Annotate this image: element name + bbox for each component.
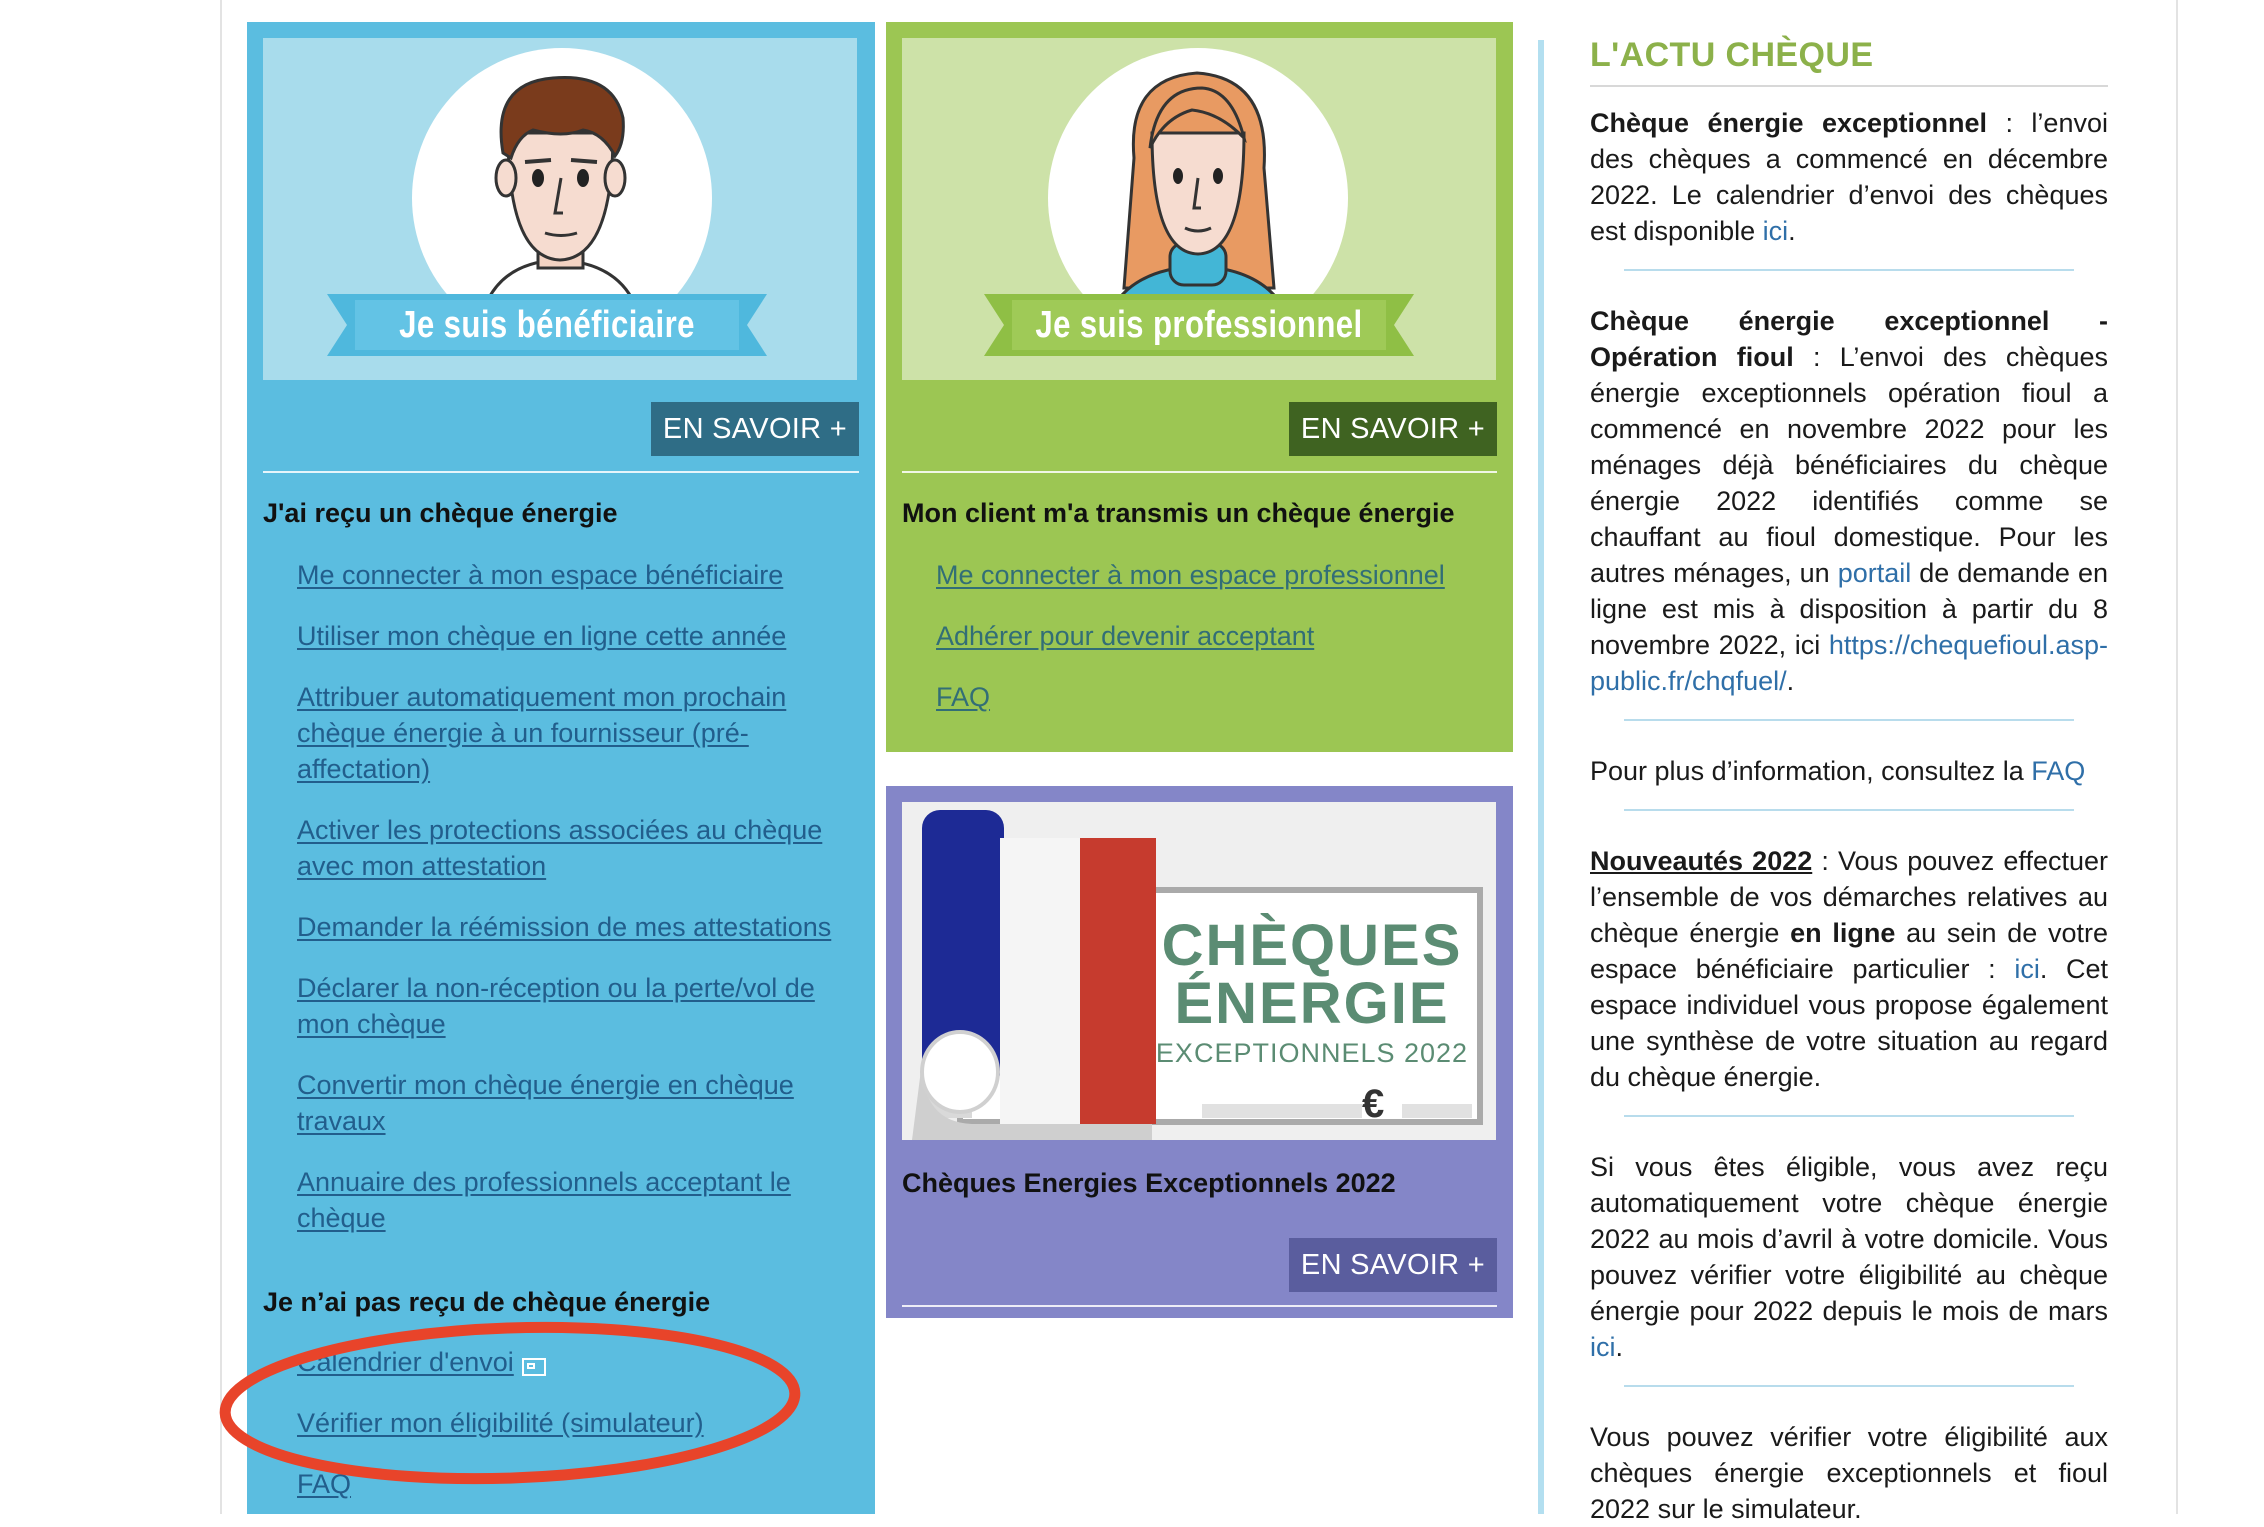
divider bbox=[1624, 1385, 2074, 1387]
logo-title-line1: CHÈQUES bbox=[1161, 913, 1463, 978]
link-chequefioul-url[interactable]: https://chequefioul.asp-public.fr/chqfuel/ bbox=[1590, 630, 2108, 696]
divider bbox=[1624, 719, 2074, 721]
actu-item-text: : Vous pouvez effectuer l’ensemble de vos démarches relatives au chèque énergie bbox=[1590, 846, 2108, 948]
list-item bbox=[297, 909, 861, 945]
page-frame-right bbox=[2176, 0, 2178, 1514]
link-espace-beneficiaire[interactable]: Me connecter à mon espace bénéficiaire bbox=[297, 560, 784, 590]
annotation-circle bbox=[210, 1312, 810, 1502]
actu-item-faq bbox=[1590, 753, 2108, 789]
actu-item-text: . Cet espace individuel vous propose également une synthèse de votre situation au regard du chèque énergie. bbox=[1590, 954, 2109, 1092]
actu-item-simulateur bbox=[1590, 1419, 2108, 1527]
professionnel-en-savoir-button[interactable]: EN SAVOIR + bbox=[1289, 402, 1497, 456]
link-eligibilite-ici[interactable]: ici bbox=[1590, 1332, 1616, 1362]
divider bbox=[1624, 1115, 2074, 1117]
actu-item-text: au sein de votre espace bénéficiaire particulier : bbox=[1590, 918, 2108, 984]
divider bbox=[263, 471, 859, 473]
professionnel-banner bbox=[984, 294, 1414, 356]
page-frame-left bbox=[220, 0, 222, 1514]
actu-item-title: Nouveautés 2022 bbox=[1590, 846, 1813, 876]
divider bbox=[1624, 809, 2074, 811]
link-non-reception[interactable]: Déclarer la non-réception ou la perte/vol de mon chèque bbox=[297, 973, 815, 1039]
exceptionnels-en-savoir-button[interactable]: EN SAVOIR + bbox=[1289, 1238, 1497, 1292]
link-calendrier-envoi[interactable]: Calendrier d'envoi bbox=[297, 1347, 514, 1377]
actu-item-exceptionnel bbox=[1590, 105, 2108, 249]
professionnel-links-list bbox=[936, 557, 1499, 740]
section-title-recu: J'ai reçu un chèque énergie bbox=[263, 498, 618, 528]
divider bbox=[1624, 269, 2074, 271]
actu-item-title: Chèque énergie exceptionnel bbox=[1590, 108, 1988, 138]
section-title-client: Mon client m'a transmis un chèque énergie bbox=[902, 498, 1455, 528]
actu-item-nouveautes bbox=[1590, 843, 2108, 1095]
exceptionnels-title: Chèques Energies Exceptionnels 2022 bbox=[902, 1168, 1396, 1198]
divider bbox=[902, 1305, 1497, 1307]
actu-item-title: Chèque énergie exceptionnel - Opération fioul bbox=[1590, 306, 2108, 372]
recu-links-list bbox=[297, 557, 861, 1261]
punctuation: . bbox=[1788, 216, 1796, 246]
link-cheque-travaux[interactable]: Convertir mon chèque énergie en chèque travaux bbox=[297, 1070, 794, 1136]
link-adherer-acceptant[interactable]: Adhérer pour devenir acceptant bbox=[936, 621, 1315, 651]
list-item bbox=[297, 618, 861, 654]
list-item bbox=[297, 812, 861, 884]
actu-heading: L'ACTU CHÈQUE bbox=[1590, 36, 1874, 74]
divider bbox=[1590, 85, 2108, 87]
link-faq-actu[interactable]: FAQ bbox=[2031, 756, 2086, 786]
link-reemission-attestations[interactable]: Demander la réémission de mes attestations bbox=[297, 912, 832, 942]
punctuation: . bbox=[1615, 1332, 1624, 1362]
actu-item-text: : L’envoi des chèques énergie exceptionnels opération fioul a commencé en novembre 2022 pour les ménages déjà bénéficiaires du chèque énergie 2022 identifiés comme se chauffant au fioul domestique. Pour les autres ménages, un bbox=[1590, 342, 2108, 588]
logo-title-line3: EXCEPTIONNELS 2022 bbox=[1155, 1038, 1469, 1068]
link-espace-professionnel[interactable]: Me connecter à mon espace professionnel bbox=[936, 560, 1445, 590]
list-item bbox=[297, 1067, 861, 1139]
list-item bbox=[297, 679, 861, 787]
divider bbox=[902, 471, 1497, 473]
list-item bbox=[936, 557, 1499, 593]
link-annuaire-professionnels[interactable]: Annuaire des professionnels acceptant le chèque bbox=[297, 1167, 791, 1233]
actu-item-eligibilite bbox=[1590, 1149, 2108, 1365]
exceptionnels-panel bbox=[886, 786, 1513, 1318]
link-utiliser-cheque-en-ligne[interactable]: Utiliser mon chèque en ligne cette année bbox=[297, 621, 787, 651]
beneficiaire-banner bbox=[327, 294, 767, 356]
actu-item-fioul bbox=[1590, 303, 2108, 699]
professionnel-banner-label: Je suis professionnel bbox=[1035, 304, 1363, 346]
actu-item-text: : l’envoi des chèques a commencé en décembre 2022. Le calendrier d’envoi des chèques est disponible bbox=[1590, 108, 2108, 246]
actu-item-emphasis: en ligne bbox=[1790, 918, 1896, 948]
list-item bbox=[297, 970, 861, 1042]
link-activer-protections[interactable]: Activer les protections associées au chèque avec mon attestation bbox=[297, 815, 823, 881]
link-calendrier-ici[interactable]: ici bbox=[1762, 216, 1789, 246]
sidebar-accent-bar bbox=[1538, 40, 1544, 1514]
link-faq-professionnel[interactable]: FAQ bbox=[936, 682, 991, 712]
link-faq-beneficiaire[interactable]: FAQ bbox=[297, 1469, 352, 1499]
actu-item-text: de demande en ligne est mis à disposition à partir du 8 novembre 2022, ici bbox=[1590, 558, 2108, 660]
actu-item-text: Si vous êtes éligible, vous avez reçu automatiquement votre chèque énergie 2022 au mois d’avril à votre domicile. Vous pouvez vérifier votre éligibilité au chèque énergie pour 2022 depuis le mois de mars bbox=[1590, 1152, 2108, 1326]
actu-item-text: Pour plus d’information, consultez la bbox=[1590, 756, 2032, 786]
logo-title-line2: ÉNERGIE bbox=[1174, 971, 1450, 1036]
actu-cheque-sidebar bbox=[1538, 0, 2168, 1524]
list-item bbox=[936, 618, 1499, 654]
beneficiaire-en-savoir-button[interactable]: EN SAVOIR + bbox=[651, 402, 859, 456]
list-item bbox=[297, 1164, 861, 1236]
beneficiaire-banner-label: Je suis bénéficiaire bbox=[399, 304, 695, 346]
link-verifier-eligibilite[interactable]: Vérifier mon éligibilité (simulateur) bbox=[297, 1408, 704, 1438]
euro-icon: € bbox=[1362, 1082, 1385, 1126]
list-item bbox=[297, 557, 861, 593]
list-item bbox=[936, 679, 1499, 715]
section-title-pas-recu: Je n’ai pas reçu de chèque énergie bbox=[263, 1287, 711, 1317]
actu-item-text: Vous pouvez vérifier votre éligibilité aux chèques énergie exceptionnels et fioul 2022 sur le simulateur. bbox=[1590, 1422, 2108, 1524]
link-espace-ici[interactable]: ici bbox=[2014, 954, 2040, 984]
professionnel-panel bbox=[886, 22, 1513, 752]
link-pre-affectation[interactable]: Attribuer automatiquement mon prochain chèque énergie à un fournisseur (pré-affectation) bbox=[297, 682, 787, 784]
punctuation: . bbox=[1786, 666, 1795, 696]
cheques-exceptionnels-logo[interactable] bbox=[902, 802, 1496, 1140]
beneficiaire-panel bbox=[247, 22, 875, 1514]
link-portail[interactable]: portail bbox=[1837, 558, 1912, 588]
